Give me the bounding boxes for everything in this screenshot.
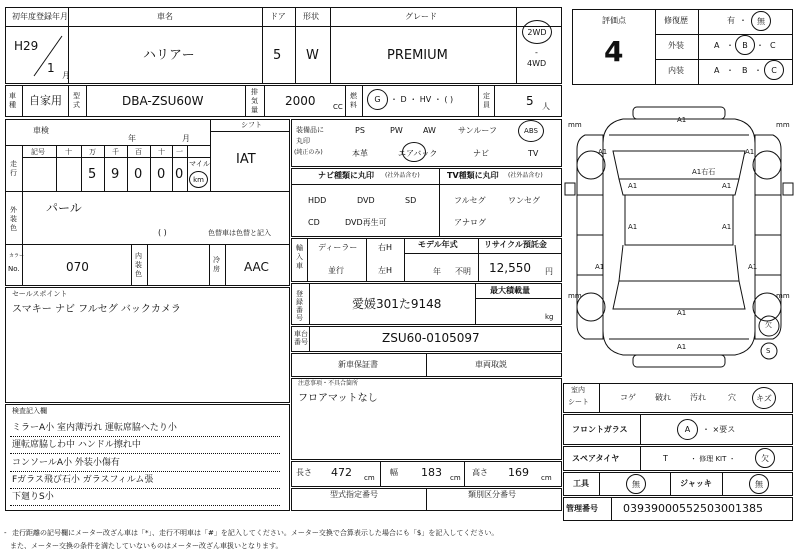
seat-label-2: シート	[568, 398, 589, 406]
fuel-label: 燃料	[350, 92, 357, 109]
interior-c: C	[771, 65, 777, 75]
tv-fullseg: フルセグ	[454, 196, 486, 205]
sales-point-text: スマキー ナビ フルセグ バックカメラ	[12, 304, 181, 315]
length-cm: cm	[364, 474, 375, 482]
width-label: 幅	[390, 468, 398, 477]
tv-analog: アナログ	[454, 218, 486, 227]
first-reg-era: H29	[14, 39, 39, 53]
registration-label: 登録番号	[296, 290, 303, 322]
navi-cd: CD	[308, 218, 320, 227]
fuel-g-circle	[367, 89, 388, 110]
warranty-manual: 車両取説	[475, 360, 507, 369]
interior-dot1: ・	[726, 66, 734, 75]
exterior-dot1: ・	[726, 41, 734, 50]
digit-label-2: 千	[112, 148, 119, 156]
navi-dvd-play: DVD再生可	[345, 218, 387, 227]
seat-yogore: 汚れ	[690, 393, 706, 402]
seat-koge: コゲ	[620, 393, 636, 402]
tools-label: 工具	[573, 479, 589, 488]
inspection-year: 年	[128, 134, 136, 143]
sales-point-label: セールスポイント	[12, 290, 68, 298]
chassis-label: 車台番号	[294, 330, 308, 346]
digit-label-5: 一	[176, 148, 183, 156]
exterior-dot2: ・	[756, 41, 764, 50]
equipment-label-1: 装備品に	[296, 126, 324, 134]
digit-label-0: 十	[65, 148, 72, 156]
rating-label: 評価点	[602, 16, 626, 25]
color-no-value: 070	[66, 260, 89, 274]
repair-yes: 有	[727, 16, 735, 25]
chassis-value: ZSU60-0105097	[382, 331, 480, 345]
diagram-mark-a1-2: A1	[745, 148, 755, 156]
exterior-color-paren: ( )	[158, 228, 167, 237]
exterior-color-label: 外装色	[10, 206, 17, 232]
inspector-line-4: 下廻りS小	[12, 492, 54, 502]
car-name-label: 車名	[157, 12, 173, 21]
exterior-color-value: パール	[46, 201, 82, 215]
warranty-new-car: 新車保証書	[338, 360, 378, 369]
tv-note: (社外品含む)	[508, 172, 543, 179]
max-load-kg: kg	[545, 313, 554, 321]
equip-abs-circle	[518, 120, 544, 142]
width-value: 183	[421, 466, 442, 479]
door-value: 5	[273, 48, 282, 63]
model-label: 型式	[73, 92, 80, 109]
windshield-a-circle	[677, 419, 698, 440]
exterior-b-circle	[735, 35, 755, 55]
code-label: 記号	[31, 148, 45, 156]
notes-block	[291, 378, 562, 460]
diagram-mm-2: mm	[776, 121, 790, 129]
height-cm: cm	[541, 474, 552, 482]
diagram-windshield-mark: A1右石	[692, 168, 716, 176]
first-reg-month-unit: 月	[62, 71, 70, 80]
max-load-label: 最大積載量	[490, 286, 530, 295]
seat-label-1: 室内	[571, 386, 585, 394]
spare-none-circle	[755, 448, 775, 468]
odometer-digit-2: 9	[111, 167, 120, 182]
rating-score: 4	[604, 35, 624, 68]
odometer-digit-1: 5	[88, 167, 97, 182]
diagram-mark-a1-0: A1	[677, 116, 687, 124]
equip-ps: PS	[355, 126, 365, 135]
jack-none-circle	[749, 474, 769, 494]
odometer-digit-3: 0	[134, 167, 143, 182]
tools-value: 無	[632, 479, 640, 489]
seat-ana: 穴	[728, 393, 736, 402]
model-year-year: 年	[433, 267, 441, 276]
dealer-parallel: 並行	[328, 266, 344, 275]
equip-tv: TV	[528, 149, 539, 158]
displacement-label: 排気量	[251, 88, 258, 114]
diagram-mark-a1-10: A1	[677, 343, 687, 351]
inspector-line-0: ミラーA小 室内薄汚れ 運転席脇へたり小	[12, 423, 177, 433]
grade-value: PREMIUM	[387, 48, 448, 63]
spare-label: スペアタイヤ	[572, 454, 620, 463]
seat-yabure: 破れ	[655, 393, 671, 402]
capacity-unit: 人	[542, 102, 550, 111]
spare-t: T	[663, 454, 668, 463]
inspector-line-2: コンソールA小 外装小傷有	[12, 458, 120, 468]
diagram-mark-a1-3: A1	[628, 182, 638, 190]
handle-label: 輸入車	[296, 244, 303, 270]
inspector-line-3: Fガラス飛び石小 ガラスフィルム張	[12, 475, 154, 485]
diagram-mark-a1-6: A1	[722, 223, 732, 231]
displacement-value: 2000	[285, 94, 316, 108]
displacement-cc: CC	[333, 103, 343, 111]
equipment-label-3: (純正のみ)	[294, 149, 323, 156]
diagram-ketsu: 欠	[765, 321, 772, 329]
diagram-mm-3: mm	[568, 292, 582, 300]
equipment-label-2: 丸印	[296, 137, 310, 145]
repair-label: 修復歴	[664, 16, 688, 25]
shape-label: 形状	[303, 12, 319, 21]
management-value: 03939000552503001385	[623, 502, 763, 515]
ac-value: AAC	[244, 260, 269, 274]
shift-label: シフト	[241, 121, 262, 129]
diagram-mark-a1-8: A1	[748, 263, 758, 271]
kind-label: 車種	[9, 92, 16, 109]
model-value: DBA-ZSU60W	[122, 94, 204, 108]
capacity-label: 定員	[483, 92, 490, 109]
recycle-value: 12,550	[489, 261, 531, 275]
drive-2wd-circle	[522, 20, 552, 44]
tv-oneseg: ワンセグ	[508, 196, 540, 205]
repair-no: 無	[757, 16, 765, 26]
repair-no-circle	[751, 11, 771, 31]
car-name: ハリアー	[143, 48, 195, 63]
navi-dvd: DVD	[357, 196, 375, 205]
equip-navi: ナビ	[473, 149, 489, 158]
color-no-label-top: カラー	[9, 253, 25, 259]
interior-c-circle	[764, 60, 784, 80]
equip-airbag-circle	[402, 142, 426, 162]
seat-kizu-circle	[752, 387, 776, 409]
management-label: 管理番号	[566, 504, 598, 513]
kind-value: 自家用	[29, 94, 62, 107]
odometer-label: 走行	[10, 160, 17, 177]
door-label: ドア	[270, 12, 286, 21]
grade-label: グレード	[405, 12, 437, 21]
width-cm: cm	[450, 474, 461, 482]
diagram-mark-a1-1: A1	[598, 148, 608, 156]
windshield-value: A	[684, 425, 691, 434]
odometer-digit-4: 0	[157, 167, 166, 182]
dealer-dealer: ディーラー	[318, 243, 358, 252]
inspection-label: 車検	[33, 126, 49, 135]
jack-label: ジャッキ	[680, 479, 712, 488]
exterior-a: A	[714, 41, 720, 50]
shift-value: IAT	[236, 152, 256, 167]
exterior-c: C	[770, 41, 776, 50]
notes-text: フロアマットなし	[298, 393, 378, 404]
navi-hdd: HDD	[308, 196, 327, 205]
digit-label-4: 十	[158, 148, 165, 156]
diagram-mm-1: mm	[568, 121, 582, 129]
dealer-right: 右H	[378, 243, 393, 252]
height-label: 高さ	[472, 468, 488, 477]
drive-2wd: 2WD	[527, 27, 547, 37]
interior-b: B	[742, 66, 748, 75]
diagram-mark-a1-7: A1	[595, 263, 605, 271]
equip-sunroof: サンルーフ	[458, 126, 497, 135]
equip-leather: 本革	[352, 149, 368, 158]
recycle-label: リサイクル預託金	[484, 240, 547, 249]
interior-a: A	[714, 66, 720, 75]
seat-kizu: キズ	[756, 393, 772, 403]
tools-none-circle	[626, 474, 646, 494]
km-circle	[189, 171, 208, 188]
drive-4wd: 4WD	[527, 59, 547, 68]
equip-airbag: エアバック	[398, 149, 438, 158]
recycle-yen: 円	[545, 267, 553, 276]
first-reg-month: 1	[47, 61, 55, 75]
ac-label: 冷房	[213, 256, 220, 273]
length-label: 長さ	[296, 468, 312, 477]
class-label: 類別区分番号	[468, 490, 516, 499]
equip-abs: ABS	[524, 127, 538, 135]
inspector-label: 検査記入欄	[12, 407, 47, 415]
tv-label: TV種類に丸印	[447, 171, 499, 180]
length-value: 472	[331, 466, 352, 479]
model-designation-label: 型式指定番号	[330, 490, 378, 499]
navi-label: ナビ種類に丸印	[318, 171, 374, 180]
inspector-line-1: 運転席脇しわ中 ハンドル擦れ中	[12, 440, 141, 450]
odometer-digit-5: 0	[175, 167, 184, 182]
height-value: 169	[508, 466, 529, 479]
digit-label-1: 万	[89, 148, 96, 156]
diagram-s: S	[766, 347, 771, 355]
footer-line-1: 走行距離の記号欄にメーター改ざん車は「*」、走行不明車は「#」を記入してください。メーター交換で合算表示した場合にも「$」を記入してください。	[12, 529, 499, 537]
car-diagram	[563, 95, 795, 380]
exterior-b: B	[742, 40, 748, 50]
fuel-options: ・ D ・ HV ・ ( )	[390, 95, 454, 104]
notes-label: 注意事項・不具合箇所	[298, 380, 359, 387]
exterior-label: 外装	[668, 41, 684, 50]
jack-value: 無	[755, 479, 763, 489]
diagram-mark-a1-9: A1	[677, 309, 687, 317]
spare-kit: ・ 修理 KIT ・	[690, 455, 736, 463]
dealer-left: 左H	[378, 266, 393, 275]
capacity-value: 5	[526, 94, 534, 108]
equip-aw: AW	[423, 126, 436, 135]
km-label: km	[193, 175, 204, 184]
color-no-label: No.	[8, 265, 20, 273]
shape-value: W	[306, 48, 319, 63]
spare-none: 欠	[761, 453, 769, 463]
model-year-unknown: 不明	[455, 267, 471, 276]
diagram-mark-a1-4: A1	[722, 182, 732, 190]
navi-note: (社外品含む)	[385, 172, 420, 179]
inspection-month: 月	[182, 134, 190, 143]
registration-value: 愛媛301た9148	[352, 297, 442, 311]
mile-label: マイル	[189, 160, 210, 168]
fuel-g: G	[374, 95, 381, 104]
diagram-mm-4: mm	[776, 292, 790, 300]
equip-pw: PW	[390, 126, 403, 135]
interior-dot2: ・	[754, 66, 762, 75]
drive-dash: -	[535, 48, 538, 57]
first-reg-label: 初年度登録年月	[12, 12, 68, 21]
interior-label: 内装	[668, 66, 684, 75]
model-year-label: モデル年式	[418, 240, 458, 249]
footer-dash: -	[4, 529, 7, 537]
exterior-color-note: 色替車は色替と記入	[208, 229, 271, 237]
footer-line-2: また、メーター交換の条件を満たしていないものはメーター改ざん車扱いとなります。	[10, 542, 283, 550]
windshield-needs: ・ ×要ス	[702, 425, 736, 434]
navi-sd: SD	[405, 196, 417, 205]
interior-color-label: 内装色	[135, 252, 142, 278]
diagram-mark-a1-5: A1	[628, 223, 638, 231]
repair-dot: ・	[739, 16, 747, 25]
windshield-label: フロントガラス	[572, 425, 628, 434]
digit-label-3: 百	[135, 148, 142, 156]
